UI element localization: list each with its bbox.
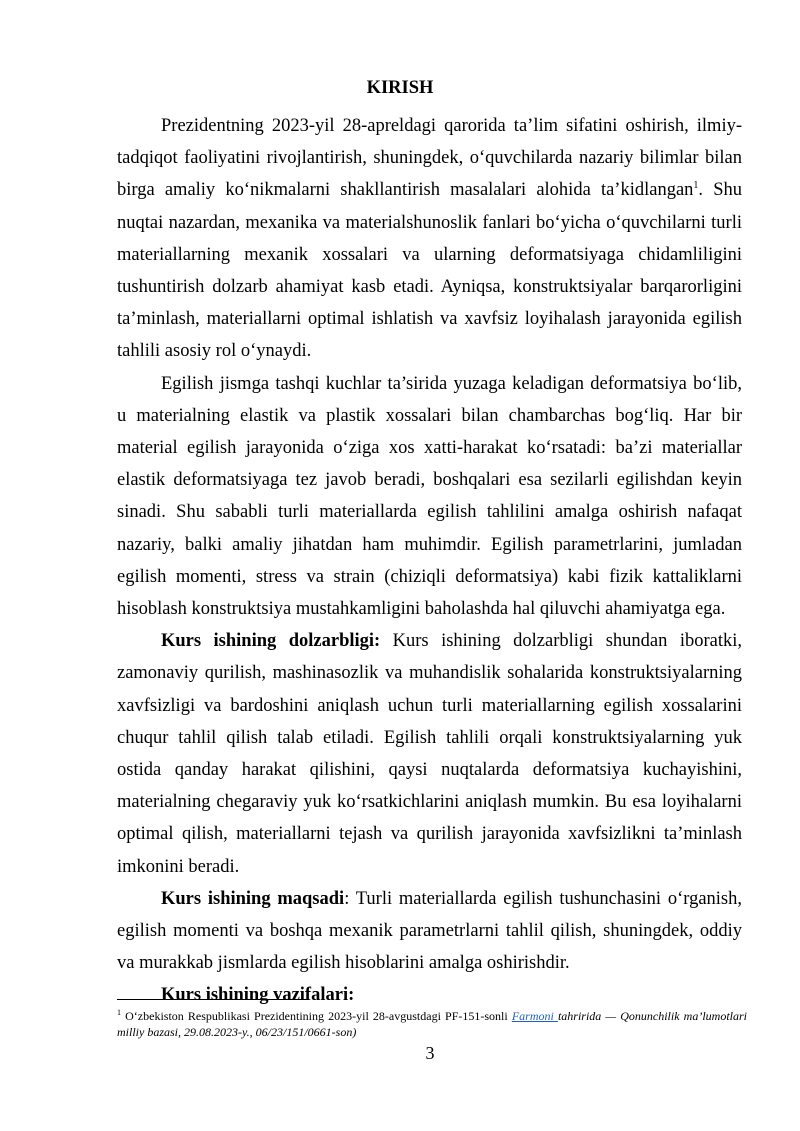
paragraph-2-text: Egilish jismga tashqi kuchlar ta’sirida yuzaga keladigan deformatsiya bo‘lib, u materialning elastik va plastik xossalari bilan chambarchas bog‘liq. Har bir material egilish jarayonida o‘ziga xos xatti-harakat ko‘rsatadi: ba’zi materiallar elastik deformatsiyaga tez javob beradi, boshqalari esa sezilarli egilishdan keyin sinadi. Shu sababli turli materiallarda egilish tahlilini amalga oshirish nafaqat nazariy, balki amaliy jihatdan ham muhimdir. Egilish parametrlarini, jumladan egilish momenti, stress va strain (chiziqli deformatsiya) kabi fizik kattaliklarni hisoblash konstruktsiya mustahkamligini baholashda hal qiluvchi ahamiyatga ega. <box>117 373 742 620</box>
goal-text: : Turli materiallarda egilish tushunchasini o‘rganish, egilish momenti va boshqa mexanik parametrlarni tahlil qilish, shuningdek, oddiy va murakkab jismlarda egilish hisoblarini amalga oshirishdir. <box>117 888 742 974</box>
relevance-text: Kurs ishining dolzarbligi shundan iboratki, zamonaviy qurilish, mashinasozlik va muhandislik sohalarida konstruktsiyalarning xavfsizligi va bardoshini aniqlash uchun turli materiallarning egilish xossalarini chuqur tahlil qilish talab etiladi. Egilish tahlili orqali konstruktsiyalarning yuk ostida qanday harakat qilishini, qaysi nuqtalarda deformatsiya kuchayishini, materialning chegaraviy yuk ko‘rsatkichlarini aniqlash mumkin. Bu esa loyihalarni optimal qilish, materiallarni tejash va qurilish jarayonida xavfsizlikni ta’minlash imkonini beradi. <box>117 631 743 877</box>
body-text <box>117 110 742 1012</box>
page-number: 3 <box>425 1043 435 1063</box>
paragraph-1-text: Prezidentning 2023-yil 28-apreldagi qarorida ta’lim sifatini oshirish, ilmiy-tadqiqot faoliyatini rivojlantirish, shuningdek, o‘quvchilarda nazariy bilimlar bilan birga amaliy ko‘nikmalarni shakllantirish masalalari alohida ta’kidlangan <box>117 116 742 201</box>
footnote-tail: tahririda — Qonunchilik ma’lumotlari milliy bazasi, 29.08.2023-y., 06/23/151/0661-son) <box>117 1009 747 1039</box>
footnote-separator <box>117 999 307 1000</box>
goal-label: Kurs ishining maqsadi <box>161 888 345 909</box>
section-heading: KIRISH <box>366 78 434 98</box>
footnote-text: O‘zbekiston Respublikasi Prezidentining 2023-yil 28-avgustdagi PF-151-sonli <box>121 1009 512 1023</box>
footnote-link[interactable]: Farmoni <box>511 1009 558 1023</box>
paragraph-1 <box>117 110 742 368</box>
paragraph-tasks <box>117 979 742 1011</box>
footnote-reference[interactable]: 1 <box>693 180 699 192</box>
paragraph-goal <box>117 883 742 980</box>
paragraph-relevance <box>117 625 742 883</box>
paragraph-1-continuation: . Shu nuqtai nazardan, mexanika va materialshunoslik fanlari bo‘yicha o‘quvchilarni turli materiallarning mexanik xossalari va ularning deformatsiyaga chidamliligini tushuntirish dolzarb ahamiyat kasb etadi. Ayniqsa, konstruktsiyalar barqarorligini ta’minlash, materiallarni optimal ishlatish va xavfsiz loyihalash jarayonida egilish tahlili asosiy rol o‘ynaydi. <box>117 180 742 362</box>
footnote-mark: 1 <box>117 1008 121 1017</box>
relevance-label: Kurs ishining dolzarbligi: <box>161 631 381 652</box>
footnote <box>117 1008 747 1040</box>
paragraph-2 <box>117 368 742 626</box>
tasks-label: Kurs ishining vazifalari: <box>161 985 355 1006</box>
